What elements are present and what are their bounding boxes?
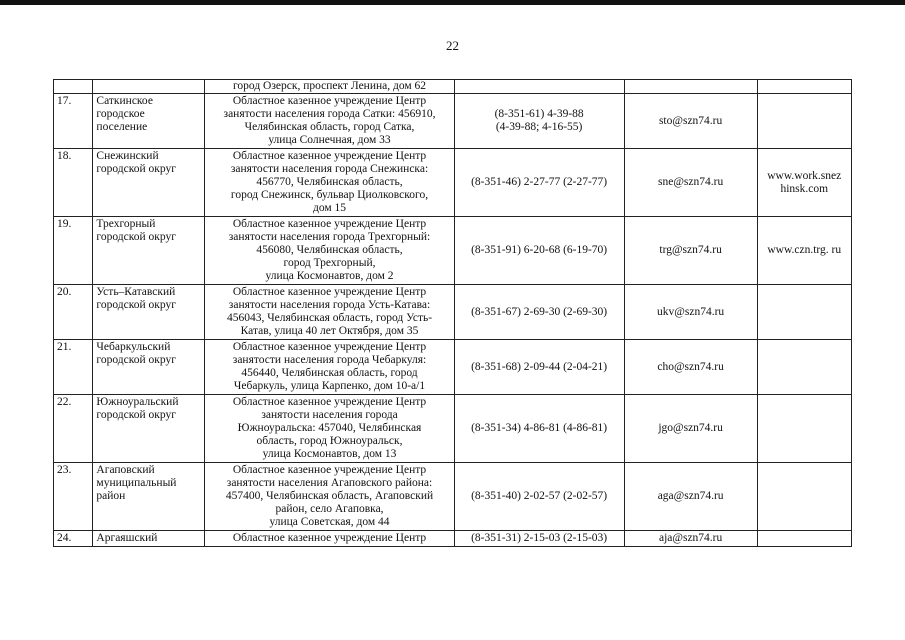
email-address: trg@szn74.ru <box>624 217 757 285</box>
institution-address: Областное казенное учреждение Центр занятости населения Агаповского района: 457400, Челябинская область, Агаповский район, село Агаповка, улица Советская, дом 44 <box>205 463 454 531</box>
email-address: aga@szn74.ru <box>624 463 757 531</box>
row-number: 24. <box>54 531 93 547</box>
email-address: sto@szn74.ru <box>624 94 757 149</box>
website <box>757 94 851 149</box>
phone-number: (8-351-46) 2-27-77 (2-27-77) <box>454 149 624 217</box>
table-row <box>54 94 852 149</box>
top-border-rule <box>0 0 905 5</box>
municipality-name: Чебаркульский городской округ <box>93 340 205 395</box>
page-number: 22 <box>446 38 459 53</box>
website <box>757 340 851 395</box>
institution-address: Областное казенное учреждение Центр занятости населения города Снежинска: 456770, Челябинская область, город Снежинск, бульвар Циолковского, дом 15 <box>205 149 454 217</box>
row-number: 20. <box>54 285 93 340</box>
website <box>757 531 851 547</box>
table-row <box>54 340 852 395</box>
table-row <box>54 463 852 531</box>
phone-number: (8-351-61) 4-39-88 (4-39-88; 4-16-55) <box>454 94 624 149</box>
table-row-continuation <box>54 80 852 94</box>
row-number: 23. <box>54 463 93 531</box>
row-number: 17. <box>54 94 93 149</box>
table-row <box>54 531 852 547</box>
row-number: 22. <box>54 395 93 463</box>
institution-address: Областное казенное учреждение Центр занятости населения города Усть-Катава: 456043, Челябинская область, город Усть- Катав, улица 40 лет Октября, дом 35 <box>205 285 454 340</box>
table-row <box>54 285 852 340</box>
row-number: 19. <box>54 217 93 285</box>
email-address: aja@szn74.ru <box>624 531 757 547</box>
table-row <box>54 149 852 217</box>
table-row <box>54 217 852 285</box>
row-number: 21. <box>54 340 93 395</box>
phone-number: (8-351-67) 2-69-30 (2-69-30) <box>454 285 624 340</box>
phone-number: (8-351-68) 2-09-44 (2-04-21) <box>454 340 624 395</box>
website <box>757 285 851 340</box>
email-address: ukv@szn74.ru <box>624 285 757 340</box>
municipality-name: Аргаяшский <box>93 531 205 547</box>
website: www.work.snez hinsk.com <box>757 149 851 217</box>
institution-address: Областное казенное учреждение Центр занятости населения города Чебаркуля: 456440, Челябинская область, город Чебаркуль, улица Карпенко, дом 10-а/1 <box>205 340 454 395</box>
email-address: sne@szn74.ru <box>624 149 757 217</box>
email-address: cho@szn74.ru <box>624 340 757 395</box>
institution-address: Областное казенное учреждение Центр занятости населения города Сатки: 456910, Челябинская область, город Сатка, улица Солнечная, дом 33 <box>205 94 454 149</box>
website <box>757 463 851 531</box>
table-row <box>54 395 852 463</box>
institution-address: Областное казенное учреждение Центр занятости населения города Южноуральска: 457040, Челябинская область, город Южноуральск, улица Космонавтов, дом 13 <box>205 395 454 463</box>
row-number: 18. <box>54 149 93 217</box>
email-address: jgo@szn74.ru <box>624 395 757 463</box>
phone-number: (8-351-91) 6-20-68 (6-19-70) <box>454 217 624 285</box>
municipality-name: Агаповский муниципальный район <box>93 463 205 531</box>
institution-address: город Озерск, проспект Ленина, дом 62 <box>205 80 454 94</box>
phone-number: (8-351-34) 4-86-81 (4-86-81) <box>454 395 624 463</box>
phone-number: (8-351-40) 2-02-57 (2-02-57) <box>454 463 624 531</box>
website <box>757 395 851 463</box>
employment-centers-table <box>53 79 852 547</box>
institution-address: Областное казенное учреждение Центр <box>205 531 454 547</box>
phone-number: (8-351-31) 2-15-03 (2-15-03) <box>454 531 624 547</box>
municipality-name: Усть–Катавский городской округ <box>93 285 205 340</box>
municipality-name: Саткинское городское поселение <box>93 94 205 149</box>
municipality-name: Снежинский городской округ <box>93 149 205 217</box>
municipality-name: Трехгорный городской округ <box>93 217 205 285</box>
municipality-name: Южноуральский городской округ <box>93 395 205 463</box>
website: www.czn.trg. ru <box>757 217 851 285</box>
institution-address: Областное казенное учреждение Центр занятости населения города Трехгорный: 456080, Челябинская область, город Трехгорный, улица Космонавтов, дом 2 <box>205 217 454 285</box>
